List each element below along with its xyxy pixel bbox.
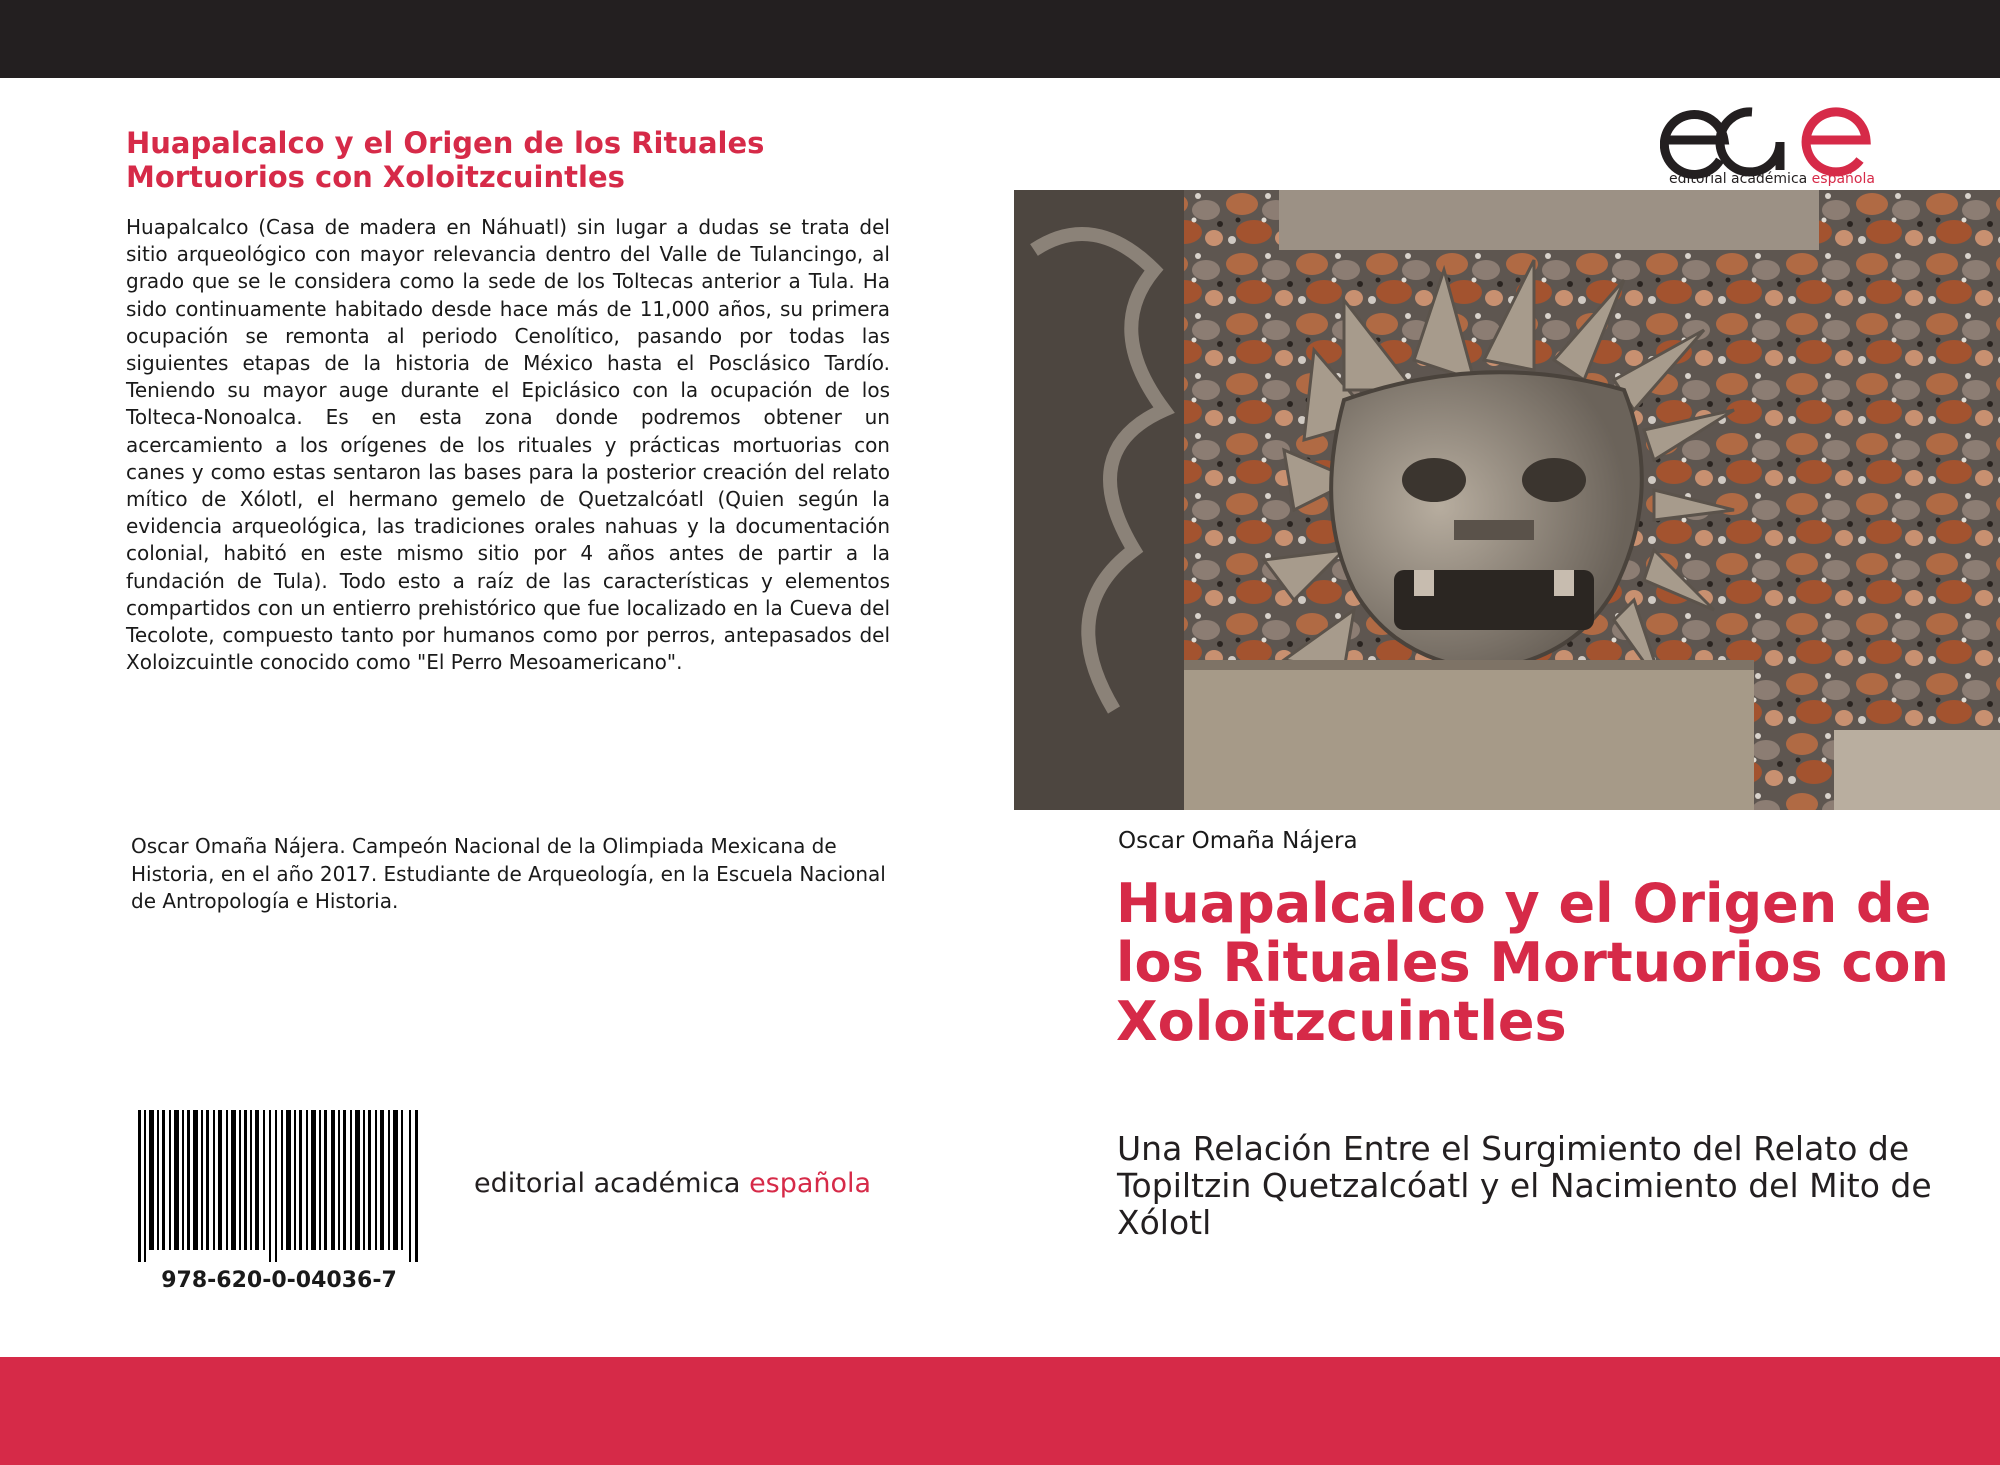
top-band bbox=[0, 0, 2000, 78]
barcode-icon bbox=[138, 1110, 420, 1262]
publisher-name-main: editorial académica bbox=[474, 1168, 741, 1199]
front-cover-title: Huapalcalco y el Origen de los Rituales Mortuorios con Xoloitzcuintles bbox=[1116, 872, 1949, 1053]
logo-text-accent: española bbox=[1811, 171, 1875, 187]
author-bio: Oscar Omaña Nájera. Campeón Nacional de la Olimpiada Mexicana de Historia, en el año 2017. Estudiante de Arqueología, en la Escuela Nacional de Antropología e Historia. bbox=[131, 834, 886, 913]
serpent-head-sculpture-icon bbox=[1014, 190, 2000, 810]
bottom-band bbox=[0, 1357, 2000, 1465]
cover-photo bbox=[1014, 190, 2000, 810]
logo-wordmark bbox=[1661, 170, 1883, 188]
front-cover-author: Oscar Omaña Nájera bbox=[1118, 828, 1358, 854]
front-cover-subtitle: Una Relación Entre el Surgimiento del Relato de Topiltzin Quetzalcóatl y el Nacimiento del Mito de Xólotl bbox=[1117, 1129, 1932, 1242]
publisher-wordmark bbox=[474, 1168, 871, 1200]
logo-text-main: editorial académica bbox=[1669, 171, 1808, 187]
isbn-number: 978-620-0-04036-7 bbox=[161, 1268, 397, 1293]
back-cover-blurb: Huapalcalco (Casa de madera en Náhuatl) sin lugar a dudas se trata del sitio arqueológico con mayor relevancia dentro del Valle de Tulancingo, al grado que se le considera como la sede de los Toltecas anterior a Tula. Ha sido continuamente habitado desde hace más de 11,000 años, su primera ocupación se remonta al periodo Cenolítico, pasando por todas las siguientes etapas de la historia de México hasta el Posclásico Tardío. Teniendo su mayor auge durante el Epiclásico con la ocupación de los Tolteca-Nonoalca. Es en esta zona donde podremos obtener un acercamiento a los orígenes de los rituales y prácticas mortuorias con canes y como estas sentaron las bases para la posterior creación del relato mítico de Xólotl, el hermano gemelo de Quetzalcóatl (Quien según la evidencia arqueológica, las tradiciones orales nahuas y la documentación colonial, habitó en este mismo sitio por 4 años antes de partir a la fundación de Tula). Todo esto a raíz de las características y elementos compartidos con un entierro prehistórico que fue localizado en la Cueva del Tecolote, compuesto tanto por humanos como por perros, antepasados del Xoloizcuintle conocido como "El Perro Mesoamericano". bbox=[126, 215, 890, 675]
publisher-name-accent: española bbox=[749, 1168, 872, 1199]
back-cover-title: Huapalcalco y el Origen de los Rituales Mortuorios con Xoloitzcuintles bbox=[126, 126, 765, 194]
